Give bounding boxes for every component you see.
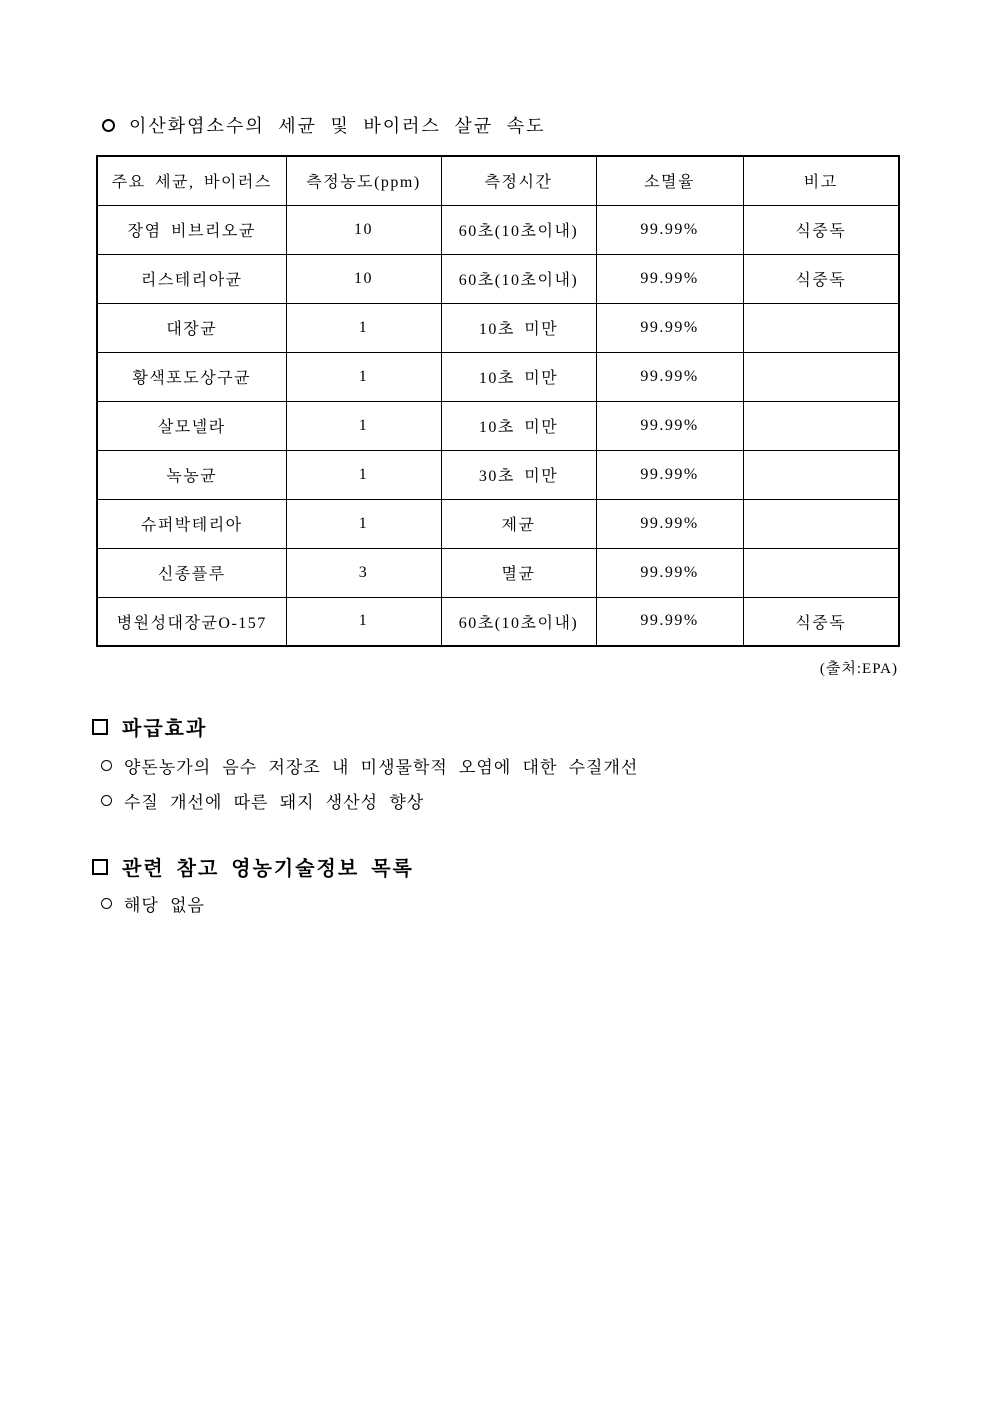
- table-cell: [743, 401, 899, 450]
- table-cell: 1: [286, 303, 441, 352]
- table-cell: 10초 미만: [441, 401, 596, 450]
- table-cell: 1: [286, 352, 441, 401]
- list-item-text: 수질 개선에 따른 돼지 생산성 향상: [124, 793, 425, 812]
- table-row: [97, 499, 899, 548]
- table-cell: 99.99%: [596, 352, 743, 401]
- table-cell: 99.99%: [596, 499, 743, 548]
- table-row: [97, 548, 899, 597]
- table-cell: [743, 303, 899, 352]
- table-row: [97, 205, 899, 254]
- table-row: [97, 352, 899, 401]
- table-cell: 1: [286, 450, 441, 499]
- table-cell: 신종플루: [97, 548, 286, 597]
- table-cell: 60초(10초이내): [441, 254, 596, 303]
- square-bullet-icon: [92, 719, 108, 735]
- header-cell-kill-rate: 소멸율: [596, 156, 743, 205]
- table-cell: 99.99%: [596, 450, 743, 499]
- table-cell: 리스테리아균: [97, 254, 286, 303]
- table-cell: 99.99%: [596, 401, 743, 450]
- section-title-references: [92, 852, 414, 881]
- table-cell: [743, 548, 899, 597]
- table-cell: 99.99%: [596, 597, 743, 646]
- table-cell: 10초 미만: [441, 352, 596, 401]
- table-cell: 99.99%: [596, 205, 743, 254]
- document-heading-text: 이산화염소수의 세균 및 바이러스 살균 속도: [129, 116, 546, 136]
- table-row: [97, 254, 899, 303]
- table-cell: 식중독: [743, 597, 899, 646]
- sterilization-table: [96, 155, 900, 647]
- table-cell: 1: [286, 597, 441, 646]
- table-cell: 식중독: [743, 205, 899, 254]
- table-cell: 제균: [441, 499, 596, 548]
- table-cell: 식중독: [743, 254, 899, 303]
- section-title-text: 파급효과: [122, 718, 208, 740]
- list-item: [101, 788, 424, 813]
- table-cell: 99.99%: [596, 548, 743, 597]
- table-cell: 1: [286, 499, 441, 548]
- table-cell: 10: [286, 205, 441, 254]
- table-cell: 30초 미만: [441, 450, 596, 499]
- header-cell-concentration: 측정농도(ppm): [286, 156, 441, 205]
- table-cell: 녹농균: [97, 450, 286, 499]
- list-item-text: 양돈농가의 음수 저장조 내 미생물학적 오염에 대한 수질개선: [124, 758, 639, 777]
- table-row: [97, 401, 899, 450]
- table-row: [97, 597, 899, 646]
- source-note: (출처:EPA): [819, 661, 898, 677]
- list-item: [101, 891, 205, 916]
- table-cell: 1: [286, 401, 441, 450]
- table-cell: 병원성대장균O-157: [97, 597, 286, 646]
- table-cell: 99.99%: [596, 254, 743, 303]
- table-cell: [743, 352, 899, 401]
- table-cell: 60초(10초이내): [441, 205, 596, 254]
- table-cell: 장염 비브리오균: [97, 205, 286, 254]
- section-title-text: 관련 참고 영농기술정보 목록: [122, 858, 414, 880]
- square-bullet-icon: [92, 859, 108, 875]
- document-heading: [102, 112, 545, 138]
- table-cell: 10: [286, 254, 441, 303]
- table-cell: 10초 미만: [441, 303, 596, 352]
- header-cell-remarks: 비고: [743, 156, 899, 205]
- header-cell-time: 측정시간: [441, 156, 596, 205]
- table-cell: 대장균: [97, 303, 286, 352]
- circle-bullet-icon: [101, 898, 112, 909]
- list-item: [101, 753, 638, 778]
- table-cell: 멸균: [441, 548, 596, 597]
- table-cell: 3: [286, 548, 441, 597]
- circle-bullet-icon: [102, 119, 115, 132]
- section-title-effects: [92, 712, 207, 741]
- circle-bullet-icon: [101, 760, 112, 771]
- table-cell: 살모넬라: [97, 401, 286, 450]
- table-cell: 99.99%: [596, 303, 743, 352]
- table-cell: [743, 499, 899, 548]
- table-cell: 슈퍼박테리아: [97, 499, 286, 548]
- table-cell: 황색포도상구균: [97, 352, 286, 401]
- table-row: [97, 450, 899, 499]
- table-cell: [743, 450, 899, 499]
- table-cell: 60초(10초이내): [441, 597, 596, 646]
- header-cell-organism: 주요 세균, 바이러스: [97, 156, 286, 205]
- circle-bullet-icon: [101, 795, 112, 806]
- list-item-text: 해당 없음: [124, 896, 205, 915]
- table-row: [97, 303, 899, 352]
- table-header-row: [97, 156, 899, 205]
